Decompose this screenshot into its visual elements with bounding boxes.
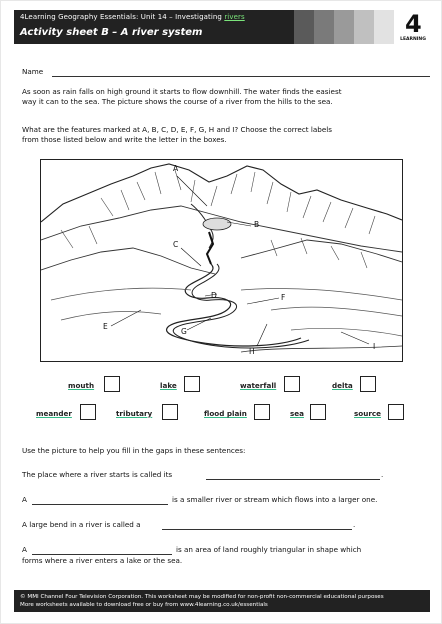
river-landscape-illustration — [40, 159, 403, 362]
answer-box-meander[interactable] — [80, 404, 96, 420]
channel4-learning-logo — [396, 10, 430, 44]
answer-box-waterfall[interactable] — [284, 376, 300, 392]
question-line-1: What are the features marked at A, B, C, D, E, F, G, H and I? Choose the correct labels — [22, 125, 333, 134]
name-write-line[interactable] — [52, 76, 430, 77]
grey-swatch — [374, 10, 394, 44]
intro-line-2: way it can to the sea. The picture shows the course of a river from the hills to the sea. — [22, 97, 333, 106]
term-mouth: mouth — [68, 381, 95, 390]
picture-label-a: A — [173, 164, 179, 173]
sentence-4-gap[interactable] — [32, 554, 172, 555]
term-sea: sea — [290, 409, 305, 418]
intro-line-1: As soon as rain falls on high ground it starts to flow downhill. The water finds the easiest — [22, 87, 342, 96]
sentence-4-end: is an area of land roughly triangular in shape which — [176, 545, 362, 554]
term-lake: lake — [160, 381, 177, 390]
picture-label-g: G — [181, 327, 187, 336]
gaps-instruction: Use the picture to help you fill in the gaps in these sentences: — [22, 446, 246, 455]
series-prefix: 4Learning Geography Essentials: Unit 14 – Investigating — [20, 13, 225, 21]
picture-label-h: H — [249, 347, 255, 356]
sentence-3-end: . — [353, 520, 356, 529]
sentence-2-gap[interactable] — [32, 504, 168, 505]
footer-line-2: More worksheets available to download free or buy from www.4learning.co.uk/essentials — [20, 602, 268, 608]
term-flood-plain: flood plain — [204, 409, 247, 418]
term-tributary: tributary — [116, 409, 153, 418]
sheet-title: Activity sheet B – A river system — [20, 27, 203, 38]
term-delta: delta — [332, 381, 353, 390]
term-waterfall: waterfall — [240, 381, 277, 390]
picture-label-e: E — [103, 322, 108, 331]
grey-swatch — [354, 10, 374, 44]
sentence-3-text: A large bend in a river is called a — [22, 520, 141, 529]
answer-box-sea[interactable] — [310, 404, 326, 420]
logo-numeral: 4 — [405, 10, 422, 38]
sentence-2-end: is a smaller river or stream which flows into a larger one. — [172, 495, 378, 504]
grey-swatch — [314, 10, 334, 44]
picture-label-b: B — [254, 220, 260, 229]
series-line — [20, 13, 245, 21]
sentence-3-gap[interactable] — [162, 529, 352, 530]
question-line-2: from those listed below and write the letter in the boxes. — [22, 135, 227, 144]
term-source: source — [354, 409, 382, 418]
picture-label-c: C — [173, 240, 179, 249]
answer-box-source[interactable] — [388, 404, 404, 420]
answer-box-delta[interactable] — [360, 376, 376, 392]
name-label: Name — [22, 67, 44, 76]
picture-label-f: F — [281, 293, 286, 302]
copyright-footer — [14, 590, 430, 612]
term-meander: meander — [36, 409, 72, 418]
picture-label-i: I — [373, 342, 376, 351]
sentence-2-start: A — [22, 495, 27, 504]
sentence-1-text: The place where a river starts is called its — [22, 470, 173, 479]
grey-swatch — [334, 10, 354, 44]
sentence-4-line-2: forms where a river enters a lake or the sea. — [22, 556, 183, 565]
sentence-1-end: . — [381, 470, 384, 479]
sentence-1-gap[interactable] — [206, 479, 380, 480]
series-highlight: rivers — [224, 13, 245, 21]
header-banner — [14, 10, 294, 44]
answer-box-flood-plain[interactable] — [254, 404, 270, 420]
grey-swatch-strip — [294, 10, 394, 44]
answer-box-tributary[interactable] — [162, 404, 178, 420]
picture-label-d: D — [211, 291, 217, 300]
grey-swatch — [294, 10, 314, 44]
river-landscape-drawing — [41, 160, 402, 361]
sentence-4-start: A — [22, 545, 27, 554]
logo-wordmark: LEARNING — [400, 37, 426, 42]
footer-line-1: © MMI Channel Four Television Corporation. This worksheet may be modified for non-profit non-commercial educational purposes — [20, 594, 384, 600]
answer-box-mouth[interactable] — [104, 376, 120, 392]
answer-box-lake[interactable] — [184, 376, 200, 392]
